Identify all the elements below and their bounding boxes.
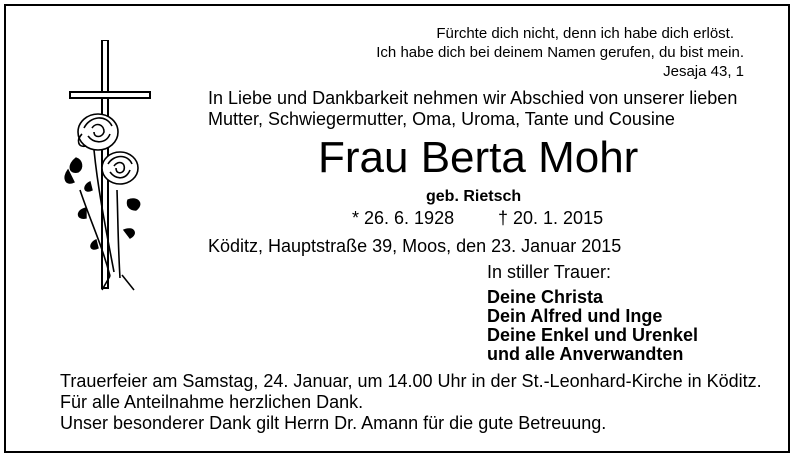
mourner-name: Deine Enkel und Urenkel: [487, 325, 699, 345]
intro-line-2: Mutter, Schwiegermutter, Oma, Uroma, Tante und Cousine: [208, 109, 675, 129]
birth-date: * 26. 6. 1928: [352, 208, 455, 228]
funeral-service-info: Trauerfeier am Samstag, 24. Januar, um 14.00 Uhr in der St.-Leonhard-Kirche in Köditz.: [60, 371, 762, 391]
mourner-name: und alle Anverwandten: [487, 344, 684, 364]
place-date: Köditz, Hauptstraße 39, Moos, den 23. Januar 2015: [208, 236, 622, 256]
verse-line-1: Fürchte dich nicht, denn ich habe dich erlöst.: [436, 25, 734, 42]
mourner-name: Dein Alfred und Inge: [487, 306, 663, 326]
obituary-notice: [4, 4, 790, 453]
verse-reference: Jesaja 43, 1: [663, 63, 744, 80]
cross-with-roses-illustration: [62, 40, 172, 300]
deceased-name: Frau Berta Mohr: [318, 133, 639, 182]
intro-line-1: In Liebe und Dankbarkeit nehmen wir Abschied von unserer lieben: [208, 88, 738, 108]
thanks-line: Für alle Anteilnahme herzlichen Dank.: [60, 392, 364, 412]
death-date: † 20. 1. 2015: [498, 208, 604, 228]
special-thanks-line: Unser besonderer Dank gilt Herrn Dr. Amann für die gute Betreuung.: [60, 413, 607, 433]
mourner-name: Deine Christa: [487, 287, 604, 307]
mourning-heading: In stiller Trauer:: [487, 262, 612, 282]
maiden-name: geb. Rietsch: [426, 188, 522, 205]
verse-line-2: Ich habe dich bei deinem Namen gerufen, du bist mein.: [376, 44, 744, 61]
